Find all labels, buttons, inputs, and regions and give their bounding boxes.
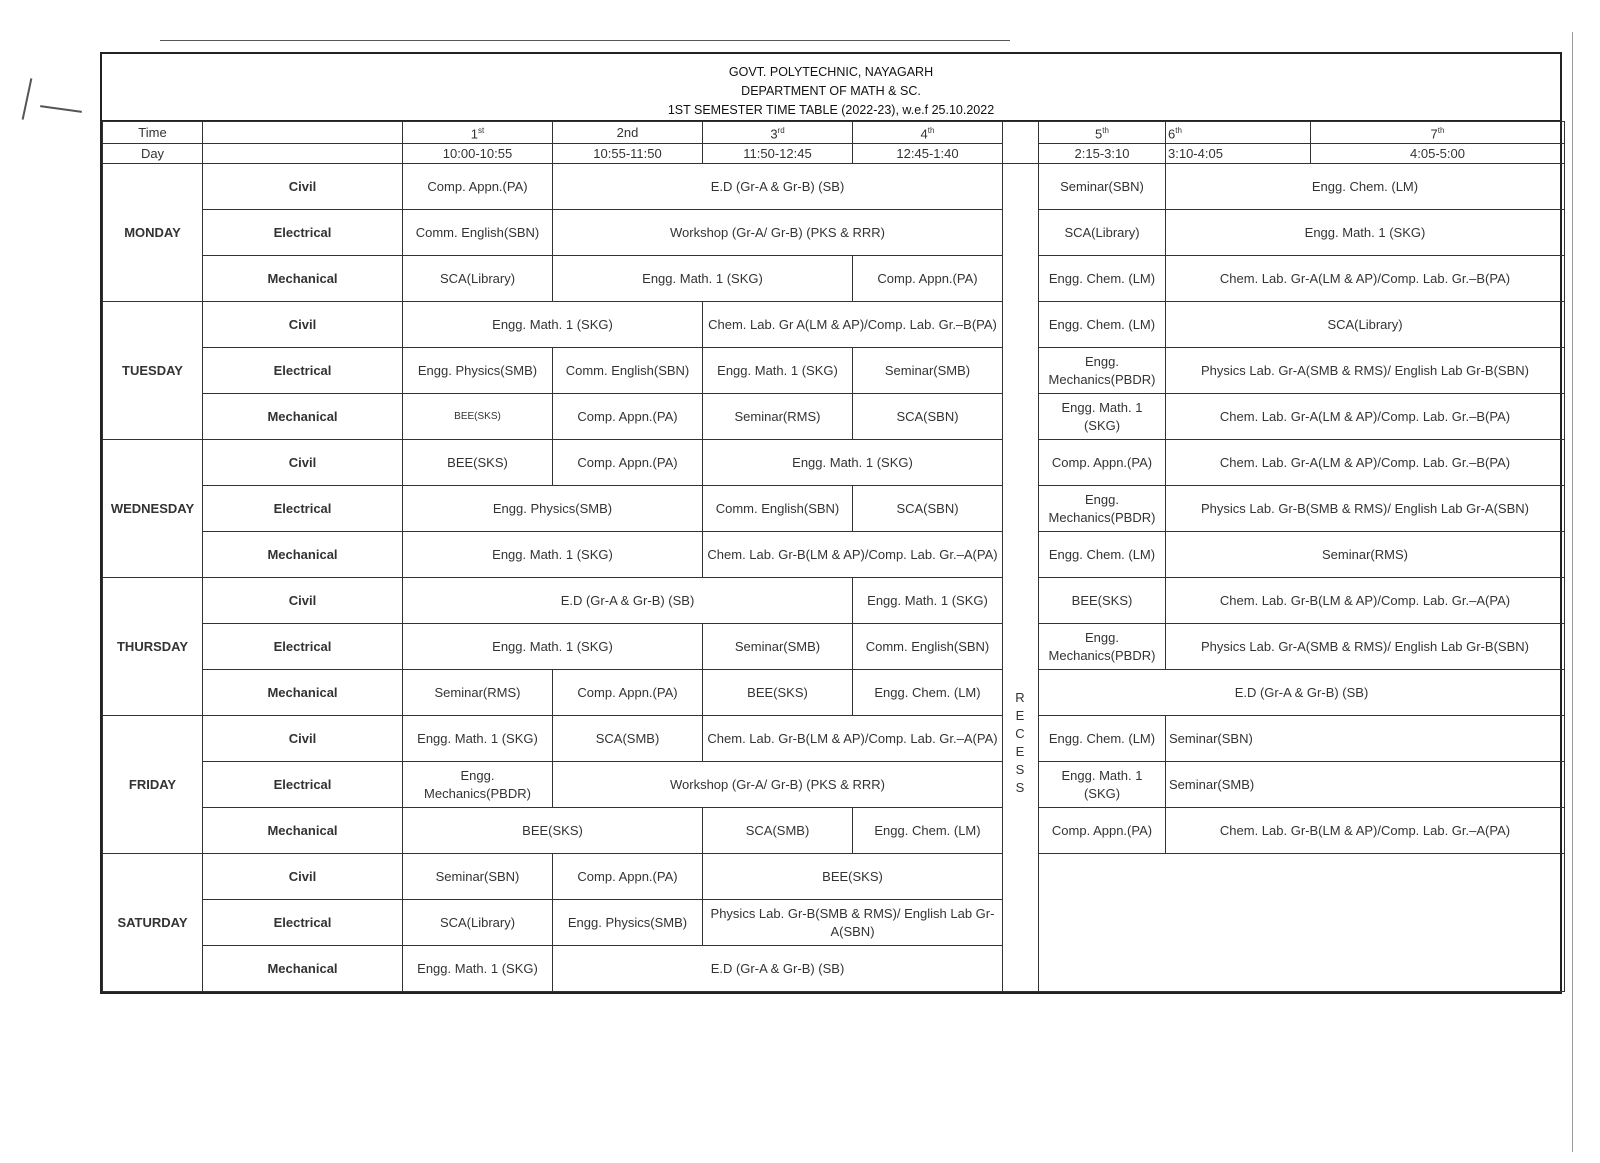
branch-label: Electrical [203, 486, 403, 532]
class-cell: Engg. Math. 1 (SKG) [403, 716, 553, 762]
class-cell: Comp. Appn.(PA) [553, 854, 703, 900]
class-cell: Engg. Math. 1 (SKG) [553, 256, 853, 302]
class-cell: Comm. English(SBN) [853, 624, 1003, 670]
class-cell: Seminar(RMS) [703, 394, 853, 440]
scan-mark [160, 40, 1010, 41]
class-cell: Workshop (Gr-A/ Gr-B) (PKS & RRR) [553, 762, 1003, 808]
class-cell: Engg. Chem. (LM) [1039, 532, 1166, 578]
class-cell: Engg. Mechanics(PBDR) [1039, 348, 1166, 394]
blank-cell [203, 122, 403, 144]
class-cell: E.D (Gr-A & Gr-B) (SB) [553, 946, 1003, 992]
class-cell: Seminar(SMB) [703, 624, 853, 670]
period-3-time: 11:50-12:45 [703, 144, 853, 164]
period-time-row [103, 144, 1565, 164]
class-cell: Engg. Math. 1 (SKG) [853, 578, 1003, 624]
class-cell: Engg. Chem. (LM) [1166, 164, 1565, 210]
period-7-label: 7th [1311, 122, 1565, 144]
table-row [103, 210, 1565, 256]
timetable-header [102, 54, 1560, 121]
class-cell: Seminar(SBN) [1039, 164, 1166, 210]
class-cell: Chem. Lab. Gr-A(LM & AP)/Comp. Lab. Gr.–B(PA) [1166, 394, 1565, 440]
day-monday: MONDAY [103, 164, 203, 302]
recess-letter: E [1015, 743, 1026, 759]
scan-mark [1572, 32, 1573, 1152]
class-cell: Seminar(RMS) [1166, 532, 1565, 578]
class-cell: Seminar(SMB) [853, 348, 1003, 394]
table-row [103, 624, 1565, 670]
time-label: Time [103, 122, 203, 144]
table-row [103, 440, 1565, 486]
branch-label: Civil [203, 578, 403, 624]
branch-label: Civil [203, 440, 403, 486]
class-cell: Comm. English(SBN) [703, 486, 853, 532]
class-cell: BEE(SKS) [403, 808, 703, 854]
class-cell: SCA(SMB) [553, 716, 703, 762]
class-cell: Engg. Physics(SMB) [553, 900, 703, 946]
class-cell: E.D (Gr-A & Gr-B) (SB) [553, 164, 1003, 210]
class-cell: Chem. Lab. Gr-A(LM & AP)/Comp. Lab. Gr.–B(PA) [1166, 256, 1565, 302]
class-cell: SCA(SMB) [703, 808, 853, 854]
class-cell: Engg. Math. 1 (SKG) [1039, 394, 1166, 440]
class-cell: Comp. Appn.(PA) [1039, 808, 1166, 854]
day-label: Day [103, 144, 203, 164]
class-cell: Engg. Math. 1 (SKG) [1039, 762, 1166, 808]
class-cell: Workshop (Gr-A/ Gr-B) (PKS & RRR) [553, 210, 1003, 256]
table-row [103, 716, 1565, 762]
class-cell: Physics Lab. Gr-B(SMB & RMS)/ English Lab Gr-A(SBN) [703, 900, 1003, 946]
table-row [103, 532, 1565, 578]
branch-label: Electrical [203, 762, 403, 808]
period-6-label: 6th [1166, 122, 1311, 144]
day-tuesday: TUESDAY [103, 302, 203, 440]
period-1-label: 1st [403, 122, 553, 144]
period-3-label: 3rd [703, 122, 853, 144]
period-4-label: 4th [853, 122, 1003, 144]
table-row [103, 348, 1565, 394]
class-cell: BEE(SKS) [403, 394, 553, 440]
class-cell: Engg. Chem. (LM) [853, 670, 1003, 716]
period-4-time: 12:45-1:40 [853, 144, 1003, 164]
recess-letter: S [1015, 779, 1026, 795]
class-cell: Chem. Lab. Gr-B(LM & AP)/Comp. Lab. Gr.–A(PA) [703, 716, 1003, 762]
class-cell: SCA(Library) [403, 256, 553, 302]
class-cell: E.D (Gr-A & Gr-B) (SB) [1039, 670, 1565, 716]
period-2-time: 10:55-11:50 [553, 144, 703, 164]
class-cell: Chem. Lab. Gr A(LM & AP)/Comp. Lab. Gr.–B(PA) [703, 302, 1003, 348]
class-cell: SCA(Library) [1166, 302, 1565, 348]
branch-label: Electrical [203, 348, 403, 394]
branch-label: Electrical [203, 900, 403, 946]
recess-letter: C [1015, 725, 1026, 741]
class-cell: BEE(SKS) [1039, 578, 1166, 624]
branch-label: Electrical [203, 624, 403, 670]
branch-label: Mechanical [203, 670, 403, 716]
class-cell: Seminar(SBN) [403, 854, 553, 900]
day-saturday: SATURDAY [103, 854, 203, 992]
table-row [103, 486, 1565, 532]
recess-letter: E [1015, 707, 1026, 723]
table-row [103, 394, 1565, 440]
table-row [103, 670, 1565, 716]
recess-letter: R [1015, 689, 1026, 705]
branch-label: Electrical [203, 210, 403, 256]
class-cell: Engg. Mechanics(PBDR) [1039, 624, 1166, 670]
class-cell: Chem. Lab. Gr-B(LM & AP)/Comp. Lab. Gr.–A(PA) [1166, 808, 1565, 854]
class-cell: Engg. Math. 1 (SKG) [1166, 210, 1565, 256]
timetable-title: 1ST SEMESTER TIME TABLE (2022-23), w.e.f 25.10.2022 [667, 103, 995, 117]
class-cell: Comp. Appn.(PA) [1039, 440, 1166, 486]
class-cell: Seminar(SBN) [1166, 716, 1565, 762]
day-thursday: THURSDAY [103, 578, 203, 716]
day-friday: FRIDAY [103, 716, 203, 854]
table-row [103, 256, 1565, 302]
branch-label: Civil [203, 854, 403, 900]
branch-label: Mechanical [203, 532, 403, 578]
class-cell: Comp. Appn.(PA) [853, 256, 1003, 302]
table-row [103, 808, 1565, 854]
class-cell: BEE(SKS) [703, 670, 853, 716]
class-cell: Comp. Appn.(PA) [403, 164, 553, 210]
class-cell: Engg. Physics(SMB) [403, 348, 553, 394]
class-cell: Engg. Chem. (LM) [1039, 302, 1166, 348]
class-cell: Engg. Mechanics(PBDR) [1039, 486, 1166, 532]
class-cell: Engg. Math. 1 (SKG) [703, 440, 1003, 486]
day-wednesday: WEDNESDAY [103, 440, 203, 578]
recess-letter: S [1015, 761, 1026, 777]
class-cell: Engg. Mechanics(PBDR) [403, 762, 553, 808]
institute-name: GOVT. POLYTECHNIC, NAYAGARH [728, 65, 934, 79]
period-number-row [103, 122, 1565, 144]
period-1-time: 10:00-10:55 [403, 144, 553, 164]
class-cell: Engg. Math. 1 (SKG) [403, 624, 703, 670]
table-row [103, 578, 1565, 624]
class-cell: Comp. Appn.(PA) [553, 670, 703, 716]
class-cell: Seminar(RMS) [403, 670, 553, 716]
blank-cell [203, 144, 403, 164]
class-cell: SCA(Library) [1039, 210, 1166, 256]
class-cell: SCA(SBN) [853, 486, 1003, 532]
period-7-time: 4:05-5:00 [1311, 144, 1565, 164]
class-cell: Seminar(SMB) [1166, 762, 1565, 808]
class-cell: Engg. Chem. (LM) [1039, 716, 1166, 762]
table-row [103, 302, 1565, 348]
table-row [103, 164, 1565, 210]
class-cell: BEE(SKS) [703, 854, 1003, 900]
class-cell: Comp. Appn.(PA) [553, 394, 703, 440]
branch-label: Mechanical [203, 394, 403, 440]
period-5-label: 5th [1039, 122, 1166, 144]
class-cell: Physics Lab. Gr-A(SMB & RMS)/ English Lab Gr-B(SBN) [1166, 624, 1565, 670]
class-cell: Engg. Math. 1 (SKG) [403, 302, 703, 348]
class-cell: Engg. Chem. (LM) [853, 808, 1003, 854]
class-cell: Engg. Math. 1 (SKG) [403, 532, 703, 578]
class-cell: Engg. Math. 1 (SKG) [703, 348, 853, 394]
branch-label: Civil [203, 302, 403, 348]
timetable-sheet [100, 52, 1562, 994]
class-cell: Engg. Physics(SMB) [403, 486, 703, 532]
class-cell: SCA(SBN) [853, 394, 1003, 440]
period-2-label: 2nd [553, 122, 703, 144]
period-5-time: 2:15-3:10 [1039, 144, 1166, 164]
table-row [103, 854, 1565, 900]
pen-mark [40, 105, 82, 113]
branch-label: Mechanical [203, 256, 403, 302]
branch-label: Mechanical [203, 946, 403, 992]
branch-label: Civil [203, 164, 403, 210]
pen-mark [22, 78, 33, 119]
table-row [103, 762, 1565, 808]
class-cell: Chem. Lab. Gr-B(LM & AP)/Comp. Lab. Gr.–A(PA) [703, 532, 1003, 578]
class-cell: SCA(Library) [403, 900, 553, 946]
class-cell: Comm. English(SBN) [553, 348, 703, 394]
branch-label: Mechanical [203, 808, 403, 854]
period-6-time: 3:10-4:05 [1166, 144, 1311, 164]
class-cell: Physics Lab. Gr-B(SMB & RMS)/ English Lab Gr-A(SBN) [1166, 486, 1565, 532]
class-cell: Comm. English(SBN) [403, 210, 553, 256]
class-cell: Engg. Chem. (LM) [1039, 256, 1166, 302]
class-cell: Physics Lab. Gr-A(SMB & RMS)/ English Lab Gr-B(SBN) [1166, 348, 1565, 394]
department-name: DEPARTMENT OF MATH & SC. [741, 84, 921, 98]
class-cell: Comp. Appn.(PA) [553, 440, 703, 486]
empty-afternoon-block [1039, 854, 1565, 992]
branch-label: Civil [203, 716, 403, 762]
class-cell: BEE(SKS) [403, 440, 553, 486]
class-cell: Engg. Math. 1 (SKG) [403, 946, 553, 992]
class-cell: Chem. Lab. Gr-B(LM & AP)/Comp. Lab. Gr.–A(PA) [1166, 578, 1565, 624]
recess-header-blank [1003, 122, 1039, 164]
timetable-grid [102, 121, 1565, 992]
class-cell: E.D (Gr-A & Gr-B) (SB) [403, 578, 853, 624]
recess-column [1003, 164, 1039, 992]
class-cell: Chem. Lab. Gr-A(LM & AP)/Comp. Lab. Gr.–B(PA) [1166, 440, 1565, 486]
